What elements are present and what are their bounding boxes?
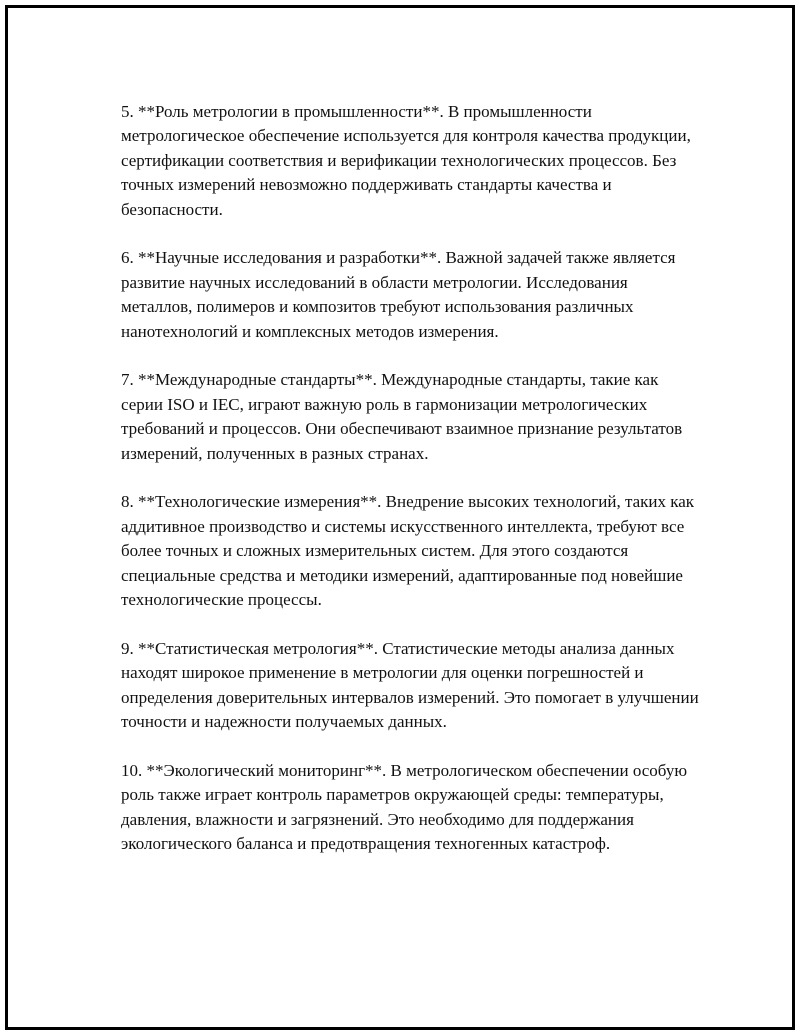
page-frame <box>5 5 795 1030</box>
paragraph-technological-measurements: 8. **Технологические измерения**. Внедрение высоких технологий, таких как аддитивное производство и системы искусственного интеллекта, требуют все более точных и сложных измерительных систем. Для этого создаются специальные средства и методики измерений, адаптированные под новейшие технологические процессы. <box>121 492 695 610</box>
paragraph-metrology-industry: 5. **Роль метрологии в промышленности**. В промышленности метрологическое обеспечение используется для контроля качества продукции, сертификации соответствия и верификации технологических процессов. Без точных измерений невозможно поддерживать стандарты качества и безопасности. <box>121 102 691 219</box>
document-body <box>121 100 701 881</box>
paragraph-research-development: 6. **Научные исследования и разработки**. Важной задачей также является развитие научных исследований в области метрологии. Исследования металлов, полимеров и композитов требуют использования различных нанотехнологий и комплексных методов измерения. <box>121 248 676 341</box>
paragraph-environmental-monitoring: 10. **Экологический мониторинг**. В метрологическом обеспечении особую роль также играет контроль параметров окружающей среды: температуры, давления, влажности и загрязнений. Это необходимо для поддержания экологического баланса и предотвращения техногенных катастроф. <box>121 760 688 854</box>
paragraph-international-standards: 7. **Международные стандарты**. Международные стандарты, такие как серии ISO и IEC, играют важную роль в гармонизации метрологических требований и процессов. Они обеспечивают взаимное признание результатов измерений, полученных в разных странах. <box>121 370 683 463</box>
paragraph-statistical-metrology: 9. **Статистическая метрология**. Статистические методы анализа данных находят широкое применение в метрологии для оценки погрешностей и определения доверительных интервалов измерений. Это помогает в улучшении точности и надежности получаемых данных. <box>121 638 699 732</box>
